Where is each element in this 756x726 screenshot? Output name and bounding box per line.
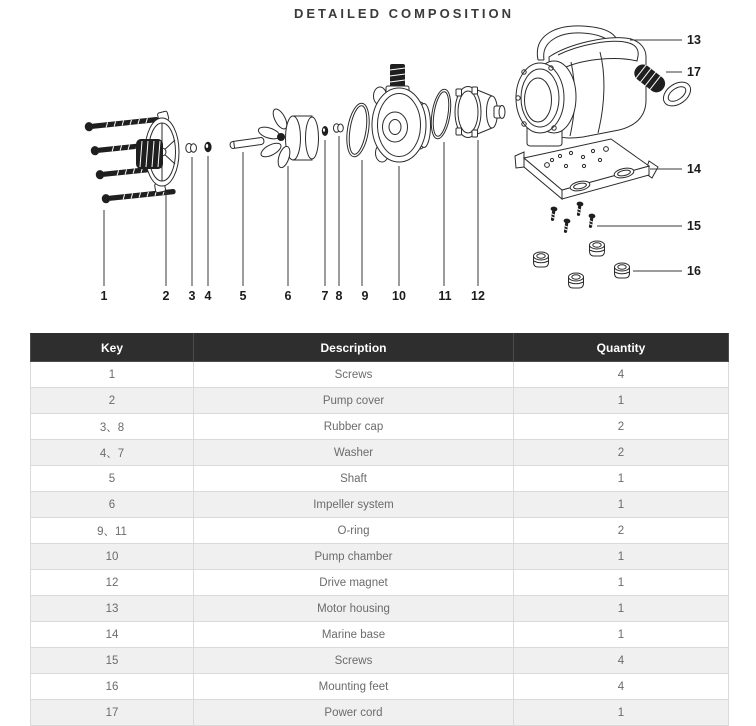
table-row (31, 414, 729, 440)
cell-key: 12 (31, 570, 194, 596)
table-row (31, 362, 729, 388)
exploded-view-diagram (0, 0, 756, 312)
callout-13: 13 (687, 33, 701, 47)
cell-description: Washer (194, 440, 514, 466)
cell-key: 6 (31, 492, 194, 518)
callout-9: 9 (361, 289, 369, 303)
table-row (31, 700, 729, 726)
cell-description: Impeller system (194, 492, 514, 518)
callout-10: 10 (392, 289, 406, 303)
callout-11: 11 (438, 289, 452, 303)
cell-key: 13 (31, 596, 194, 622)
cell-description: Power cord (194, 700, 514, 726)
cell-key: 10 (31, 544, 194, 570)
cell-description: Shaft (194, 466, 514, 492)
cell-quantity: 1 (514, 570, 729, 596)
cell-description: Screws (194, 648, 514, 674)
cell-key: 9、11 (31, 518, 194, 544)
cell-description: Marine base (194, 622, 514, 648)
cell-key: 4、7 (31, 440, 194, 466)
cell-key: 5 (31, 466, 194, 492)
part-o-ring-9 (343, 102, 372, 159)
cell-key: 15 (31, 648, 194, 674)
part-mounting-feet (534, 241, 630, 288)
header-description: Description (194, 334, 514, 362)
cell-description: Pump cover (194, 388, 514, 414)
callout-14: 14 (687, 162, 701, 176)
cell-quantity: 1 (514, 492, 729, 518)
cell-quantity: 1 (514, 700, 729, 726)
table-row (31, 388, 729, 414)
callout-4: 4 (204, 289, 212, 303)
table-row (31, 674, 729, 700)
table-row (31, 544, 729, 570)
cell-quantity: 4 (514, 674, 729, 700)
table-row (31, 622, 729, 648)
callout-8: 8 (335, 289, 343, 303)
cell-quantity: 1 (514, 466, 729, 492)
callout-12: 12 (471, 289, 485, 303)
part-marine-base (515, 139, 658, 199)
part-drive-magnet (455, 87, 505, 138)
cell-quantity: 2 (514, 414, 729, 440)
cell-quantity: 2 (514, 440, 729, 466)
cell-quantity: 1 (514, 596, 729, 622)
cell-quantity: 4 (514, 648, 729, 674)
part-o-ring-11 (428, 88, 454, 140)
cell-description: Pump chamber (194, 544, 514, 570)
cell-description: Mounting feet (194, 674, 514, 700)
callout-7: 7 (321, 289, 329, 303)
part-washer-4 (204, 142, 211, 152)
cell-key: 17 (31, 700, 194, 726)
cell-quantity: 4 (514, 362, 729, 388)
parts-table (30, 333, 729, 726)
part-motor-housing (516, 26, 646, 146)
header-key: Key (31, 334, 194, 362)
cell-description: Screws (194, 362, 514, 388)
page-title: DETAILED COMPOSITION (293, 6, 515, 21)
callout-5: 5 (239, 289, 247, 303)
cell-key: 1 (31, 362, 194, 388)
callout-16: 16 (687, 264, 701, 278)
cell-description: Drive magnet (194, 570, 514, 596)
table-row (31, 648, 729, 674)
callout-numbers-bottom (101, 289, 485, 303)
cell-quantity: 1 (514, 544, 729, 570)
table-row (31, 492, 729, 518)
table-row (31, 518, 729, 544)
cell-key: 3、8 (31, 414, 194, 440)
cell-description: Rubber cap (194, 414, 514, 440)
header-quantity: Quantity (514, 334, 729, 362)
table-row (31, 596, 729, 622)
cell-description: Motor housing (194, 596, 514, 622)
cell-description: O-ring (194, 518, 514, 544)
part-washer-7 (322, 126, 328, 136)
part-shaft (230, 137, 265, 149)
callout-15: 15 (687, 219, 701, 233)
callout-1: 1 (100, 289, 108, 303)
part-rubber-cap-8 (334, 124, 344, 133)
part-impeller-system (257, 107, 319, 169)
table-row (31, 466, 729, 492)
part-screws-base (549, 201, 596, 233)
callout-3: 3 (188, 289, 196, 303)
cell-key: 2 (31, 388, 194, 414)
cell-key: 14 (31, 622, 194, 648)
cell-key: 16 (31, 674, 194, 700)
callout-17: 17 (687, 65, 701, 79)
part-rubber-cap-3 (186, 144, 197, 153)
callout-6: 6 (284, 289, 292, 303)
part-pump-chamber (372, 64, 431, 162)
cell-quantity: 1 (514, 622, 729, 648)
callout-2: 2 (162, 289, 170, 303)
table-row (31, 440, 729, 466)
table-header-row (31, 334, 729, 362)
table-row (31, 570, 729, 596)
cell-quantity: 1 (514, 388, 729, 414)
cell-quantity: 2 (514, 518, 729, 544)
